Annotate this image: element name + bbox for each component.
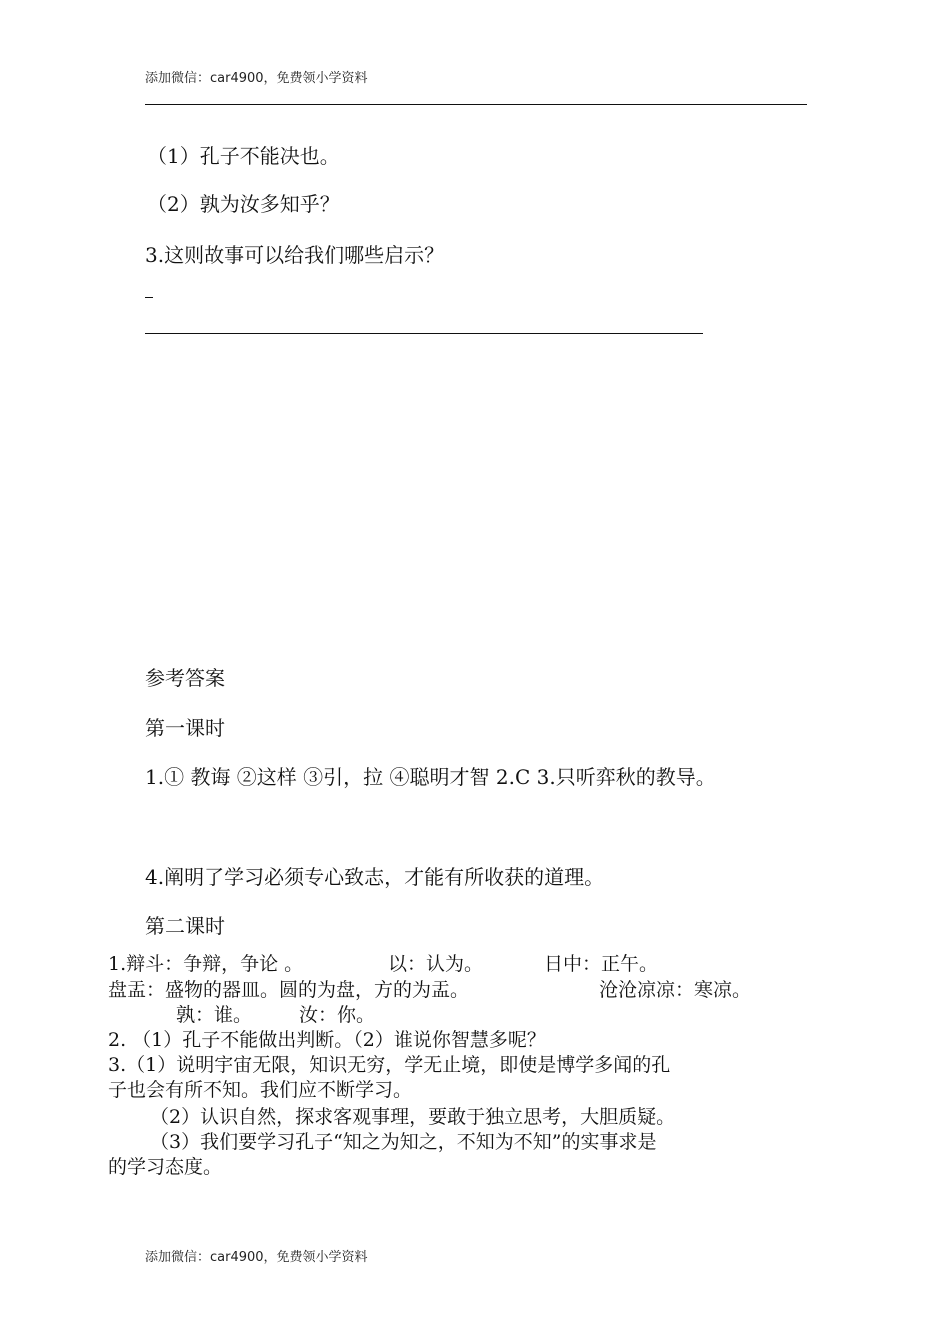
lesson-2-answer-3-1-cont: 子也会有所不知。我们应不断学习。 bbox=[108, 1079, 413, 1101]
lesson-2-answer-2: 2. （1）孔子不能做出判断。（2）谁说你智慧多呢？ bbox=[108, 1029, 546, 1051]
question-2-2: （2）孰为汝多知乎？ bbox=[147, 192, 340, 216]
lesson-2-answer-3-3-cont: 的学习态度。 bbox=[108, 1156, 223, 1178]
header-rule bbox=[145, 104, 807, 105]
lesson-2-line-1b: 以：认为。 bbox=[388, 953, 484, 975]
answer-blank-line[interactable] bbox=[145, 333, 703, 334]
lesson-1-title: 第一课时 bbox=[145, 716, 225, 740]
lesson-2-line-2b: 沧沧凉凉：寒凉。 bbox=[599, 979, 752, 1001]
lesson-2-title: 第二课时 bbox=[145, 914, 225, 938]
lesson-2-line-2a: 盘盂：盛物的器皿。圆的为盘，方的为盂。 bbox=[108, 979, 470, 1001]
page-footer: 添加微信：car4900，免费领小学资料 bbox=[145, 1250, 368, 1265]
lesson-1-answer-1: 1.① 教诲 ②这样 ③引，拉 ④聪明才智 2.C 3.只听弈秋的教导。 bbox=[145, 765, 716, 789]
lesson-2-answer-3-3: （3）我们要学习孔子“知之为知之，不知为不知”的实事求是 bbox=[150, 1131, 657, 1153]
question-3: 3.这则故事可以给我们哪些启示？ bbox=[145, 243, 445, 267]
answers-title: 参考答案 bbox=[145, 666, 225, 690]
lesson-2-answer-3-1: 3.（1）说明宇宙无限，知识无穷，学无止境，即使是博学多闻的孔 bbox=[108, 1054, 671, 1076]
lesson-2-answer-3-2: （2）认识自然，探求客观事理，要敢于独立思考，大胆质疑。 bbox=[150, 1106, 676, 1128]
page-header: 添加微信：car4900，免费领小学资料 bbox=[145, 71, 368, 86]
lesson-1-answer-4: 4.阐明了学习必须专心致志，才能有所收获的道理。 bbox=[145, 865, 605, 889]
lesson-2-line-3b: 汝：你。 bbox=[299, 1004, 376, 1026]
lesson-2-line-1a: 1.辩斗：争辩，争论 。 bbox=[108, 953, 304, 975]
question-2-1: （1）孔子不能决也。 bbox=[147, 144, 340, 168]
lesson-2-line-1c: 日中：正午。 bbox=[544, 953, 659, 975]
text-cursor-mark bbox=[145, 297, 153, 298]
lesson-2-line-3a: 孰：谁。 bbox=[176, 1004, 253, 1026]
